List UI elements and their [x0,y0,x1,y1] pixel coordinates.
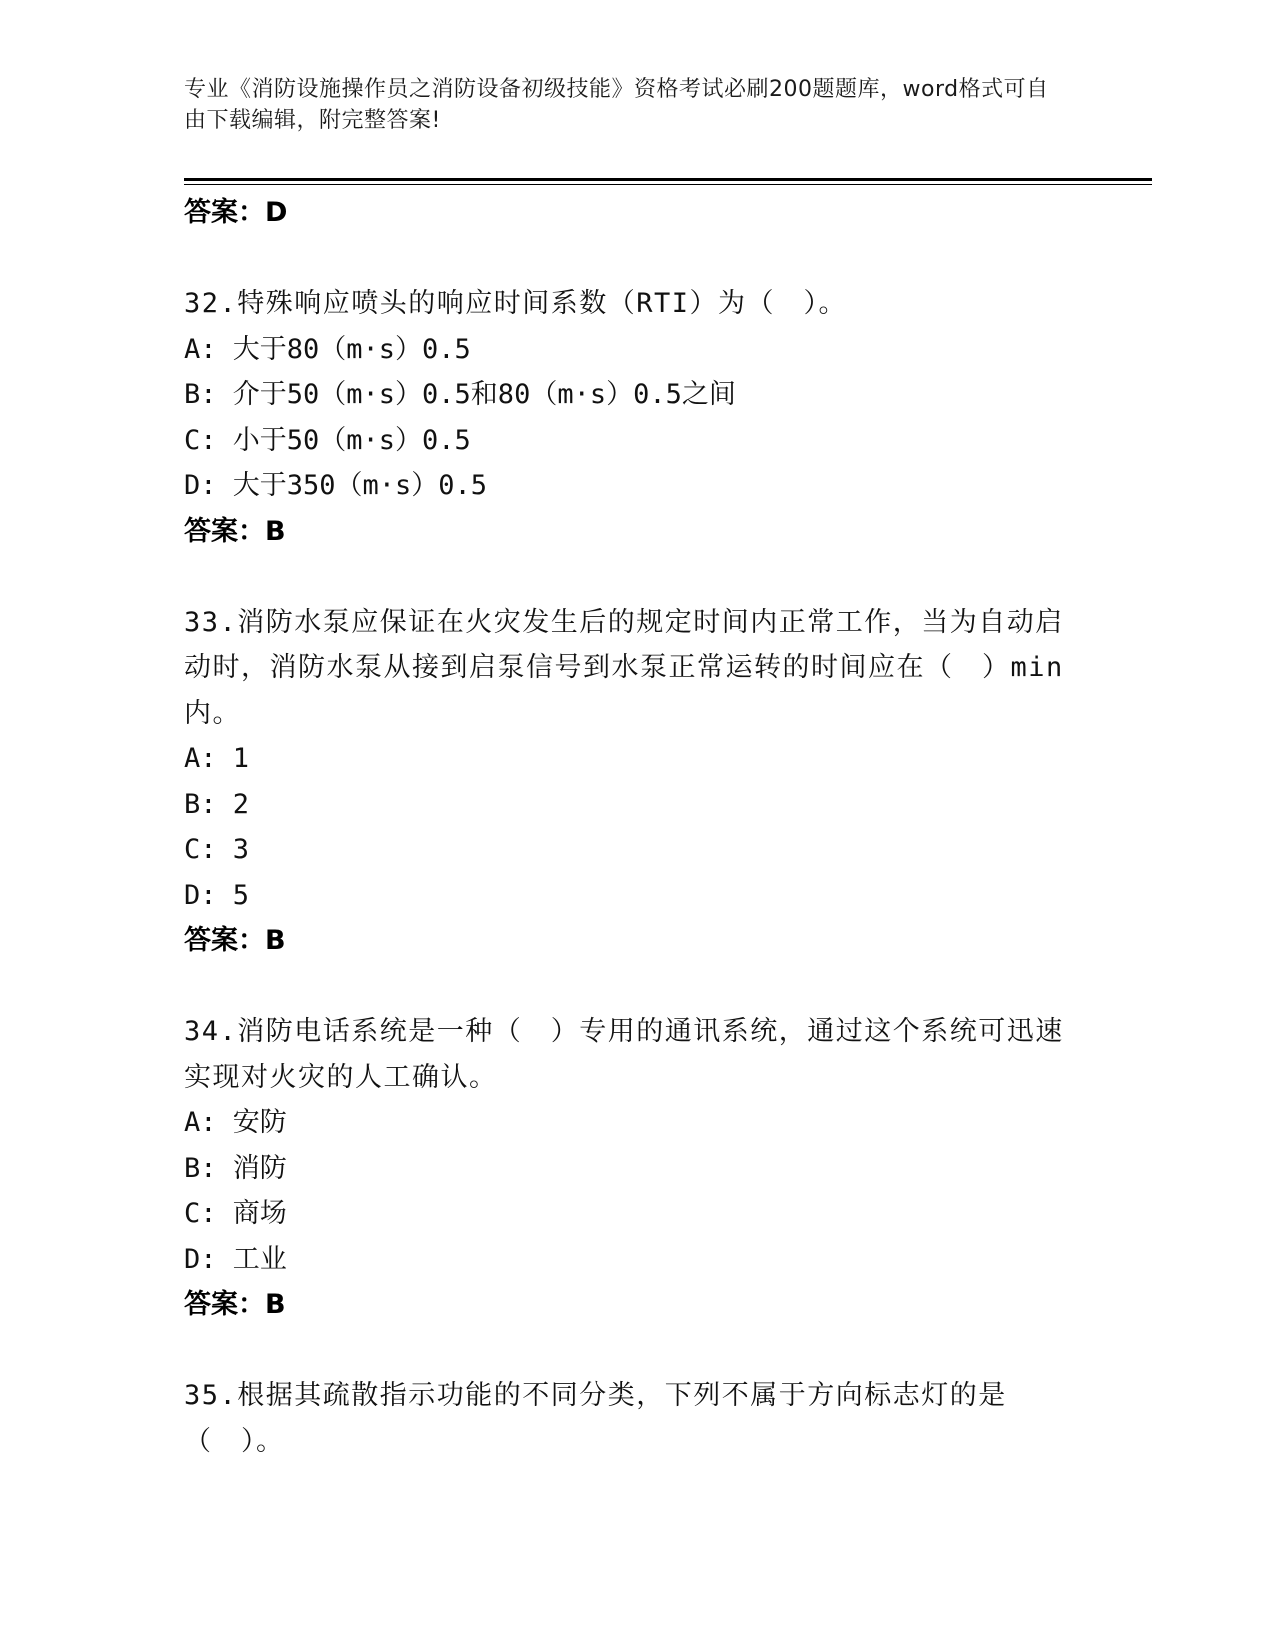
option-b: B: 介于50（m·s）0.5和80（m·s）0.5之间 [184,379,736,410]
question-35 [184,1373,1084,1464]
option-b: B: 消防 [184,1152,287,1184]
spacer [184,1328,1084,1374]
option-b: B: 2 [184,788,250,820]
question-stem: 34.消防电话系统是一种（ ）专用的通讯系统，通过这个系统可迅速实现对火灾的人工确认。 [184,1016,1064,1093]
header-rule-thick [184,178,1152,181]
question-34 [184,1009,1084,1328]
question-32 [184,281,1084,554]
option-c: C: 小于50（m·s）0.5 [184,424,471,456]
question-stem: 33.消防水泵应保证在火灾发生后的规定时间内正常工作，当为自动启动时，消防水泵从接到启泵信号到水泵正常运转的时间应在（ ）min内。 [184,606,1064,729]
question-answer: 答案：B [184,925,286,956]
option-a: A: 安防 [184,1107,287,1138]
question-answer: 答案：B [184,515,286,547]
page-header: 专业《消防设施操作员之消防设备初级技能》资格考试必刷200题题库，word格式可自由下载编辑，附完整答案! [184,77,1049,133]
question-stem: 35.根据其疏散指示功能的不同分类，下列不属于方向标志灯的是（ ）。 [184,1380,1007,1457]
spacer [184,964,1084,1010]
option-c: C: 商场 [184,1198,287,1229]
question-list [184,190,1084,1464]
spacer [184,554,1084,600]
question-stem: 32.特殊响应喷头的响应时间系数（RTI）为（ ）。 [184,288,848,319]
question-33 [184,600,1084,964]
option-d: D: 大于350（m·s）0.5 [184,470,488,501]
option-a: A: 大于80（m·s）0.5 [184,333,471,365]
option-d: D: 5 [184,879,250,911]
header-rule-thin [184,184,1152,185]
option-d: D: 工业 [184,1243,287,1275]
spacer [184,236,1084,282]
question-answer: 答案：B [184,1289,286,1320]
option-c: C: 3 [184,834,250,865]
previous-answer: 答案：D [184,197,288,228]
option-a: A: 1 [184,743,250,774]
